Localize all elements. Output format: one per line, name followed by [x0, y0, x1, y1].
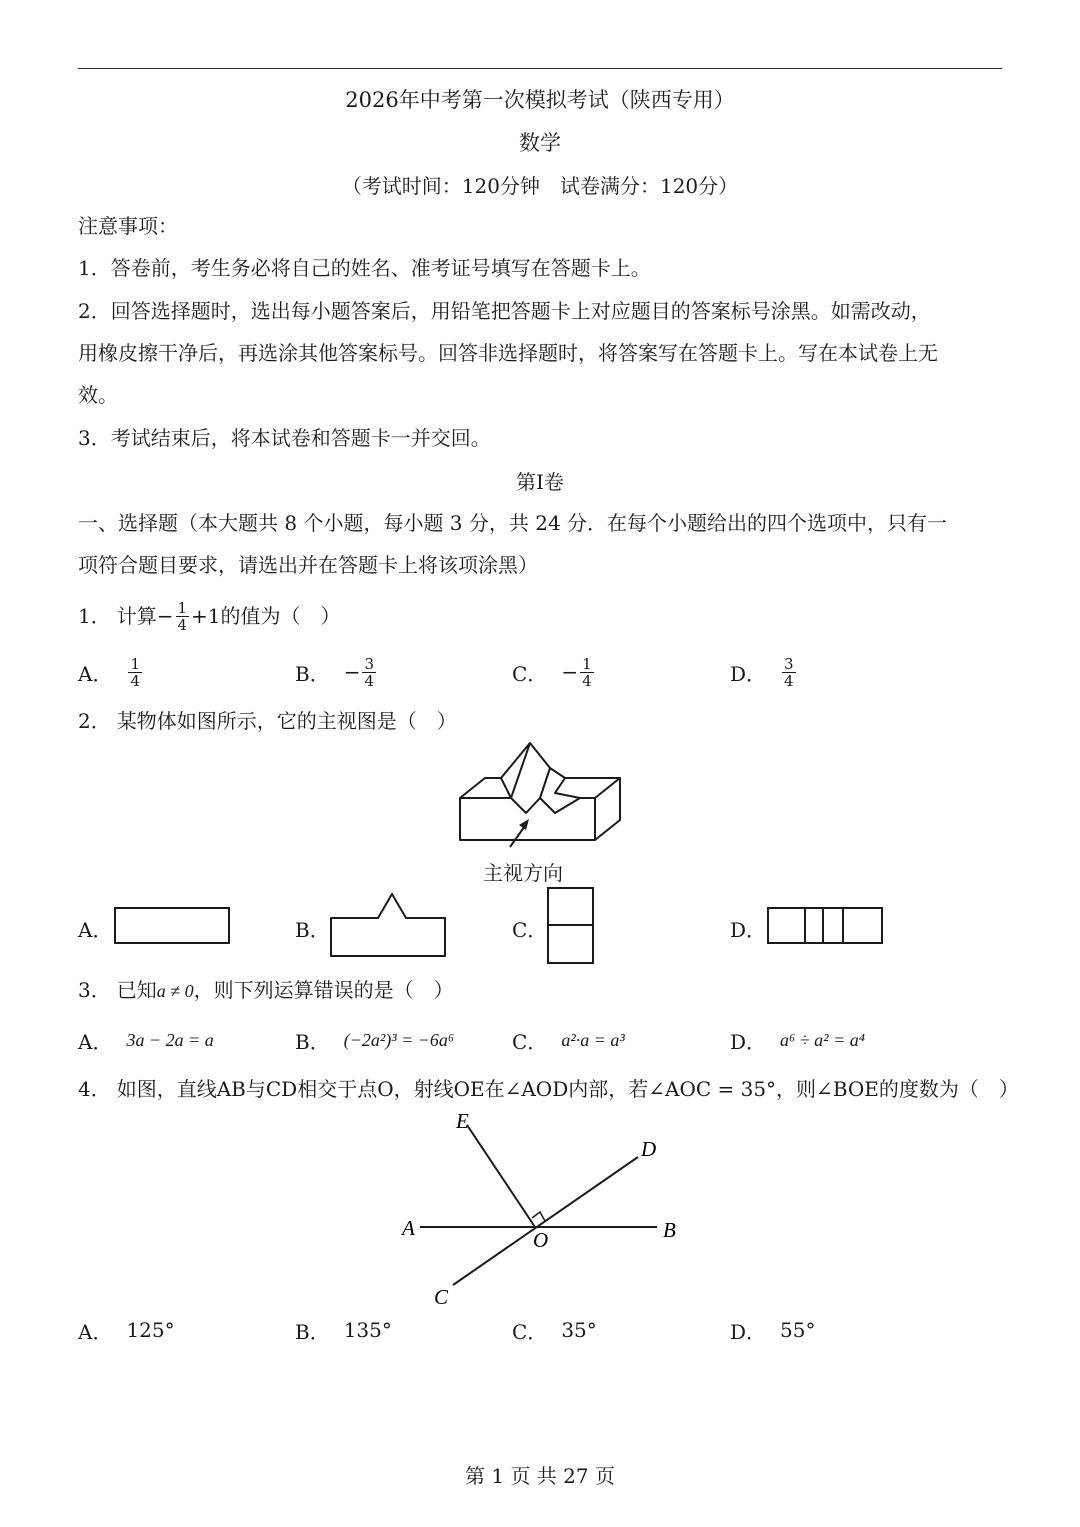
q3-option-d[interactable]	[730, 1020, 865, 1060]
label-c: C	[434, 1285, 449, 1309]
option-value: 135°	[343, 1318, 392, 1342]
ray-oe	[467, 1125, 535, 1227]
rectangle-shape	[115, 908, 229, 943]
option-label: A．	[78, 1029, 113, 1054]
question-1-suffix: +1的值为（ ）	[191, 604, 341, 628]
question-3	[78, 975, 1008, 1006]
option-value: 55°	[780, 1318, 816, 1342]
condition-expression: a ≠ 0	[156, 981, 194, 1001]
fraction	[176, 600, 190, 633]
top-rule	[78, 68, 1002, 69]
option-label: D．	[730, 661, 767, 686]
option-label: A．	[78, 917, 113, 942]
option-value: 35°	[561, 1318, 597, 1342]
fraction-denominator: 4	[177, 615, 188, 634]
option-label: A．	[78, 1319, 113, 1344]
option-fraction	[580, 656, 594, 689]
question-number: 4．	[78, 1077, 111, 1101]
minus-sign: −	[156, 604, 174, 628]
fraction-numerator: 1	[582, 654, 592, 673]
option-fraction	[362, 656, 376, 689]
question-3-prefix: 已知	[116, 978, 157, 1002]
question-1-prefix: 计算	[116, 604, 157, 628]
line-cd	[453, 1157, 638, 1285]
fraction-numerator: 3	[784, 654, 794, 673]
fraction-denominator: 4	[364, 671, 375, 690]
label-o: O	[533, 1228, 549, 1252]
section-title: 第Ⅰ卷	[516, 470, 564, 494]
option-label: C．	[512, 1029, 548, 1054]
q1-option-a[interactable]	[78, 652, 144, 692]
solid-side-face	[595, 778, 620, 840]
question-4-text: 如图，直线AB与CD相交于点O，射线OE在∠AOD内部，若∠AOC = 35°，则∠BOE的度数为（ ）	[116, 1077, 1019, 1101]
exam-subject: 数学	[519, 131, 561, 155]
fraction-denominator: 4	[582, 671, 592, 690]
option-label: B．	[295, 1319, 330, 1344]
option-fraction	[128, 656, 142, 689]
house-shape	[331, 894, 445, 956]
exam-time-info: （考试时间：120分钟 试卷满分：120分）	[341, 174, 739, 198]
q3-option-a[interactable]	[78, 1020, 214, 1060]
option-b-shape	[328, 890, 450, 962]
option-c-shape	[545, 885, 597, 967]
solid-top-left	[460, 778, 511, 798]
notice-item-2-line-3: 效。	[78, 383, 118, 407]
label-e: E	[456, 1109, 469, 1133]
option-label: C．	[512, 917, 548, 942]
q4-option-b[interactable]	[295, 1310, 392, 1350]
fraction-numerator: 1	[130, 654, 140, 673]
option-label: D．	[730, 917, 767, 942]
solid-roof	[501, 743, 565, 778]
fraction-numerator: 1	[177, 598, 188, 617]
question-number: 2．	[78, 709, 111, 733]
q4-option-d[interactable]	[730, 1310, 816, 1350]
rectangle-shape	[768, 908, 882, 943]
q1-option-b[interactable]	[295, 652, 378, 692]
question-3-suffix: ，则下列运算错误的是（ ）	[193, 978, 454, 1002]
q4-option-a[interactable]	[78, 1310, 175, 1350]
section-intro-line-2: 项符合题目要求，请选出并在答题卡上将该项涂黑）	[78, 553, 538, 577]
notice-item-2-line-2: 用橡皮擦干净后，再选涂其他答案标号。回答非选择题时，将答案写在答题卡上。写在本试卷上无	[78, 341, 938, 365]
q4-option-c[interactable]	[512, 1310, 597, 1350]
option-expression: a²·a = a³	[561, 1029, 625, 1050]
solid-front-face	[460, 798, 595, 840]
option-sign: −	[343, 660, 361, 684]
option-d-shape	[765, 905, 885, 947]
q3-option-b[interactable]	[295, 1020, 454, 1060]
fraction-numerator: 3	[364, 654, 375, 673]
option-label: A．	[78, 661, 113, 686]
solid-ridge-left	[511, 743, 530, 798]
q1-option-c[interactable]	[512, 652, 596, 692]
label-a: A	[402, 1216, 415, 1240]
option-expression: 3a − 2a = a	[126, 1029, 214, 1050]
option-label: D．	[730, 1319, 767, 1344]
question-2	[78, 706, 1008, 736]
option-label: C．	[512, 1319, 548, 1344]
label-b: B	[663, 1218, 676, 1242]
angle-figure	[395, 1105, 695, 1310]
question-number: 1．	[78, 604, 111, 628]
option-label: B．	[295, 917, 330, 942]
q3-option-c[interactable]	[512, 1020, 625, 1060]
question-number: 3．	[78, 978, 111, 1002]
page-footer: 第 1 页 共 27 页	[465, 1464, 615, 1488]
option-expression: (−2a²)³ = −6a⁶	[343, 1029, 455, 1050]
fraction-denominator: 4	[130, 671, 140, 690]
right-angle-mark	[532, 1212, 545, 1221]
option-label: B．	[295, 661, 330, 686]
notice-item-1: 1．答卷前，考生务必将自己的姓名、准考证号填写在答题卡上。	[78, 256, 651, 280]
option-label: C．	[512, 661, 548, 686]
fraction-denominator: 4	[784, 671, 794, 690]
option-sign: −	[561, 660, 579, 684]
notice-item-2-line-1: 2．回答选择题时，选出每小题答案后，用铅笔把答题卡上对应题目的答案标号涂黑。如需改动，	[78, 299, 931, 323]
option-value: 125°	[126, 1318, 175, 1342]
option-expression: a⁶ ÷ a² = a⁴	[780, 1029, 865, 1050]
exam-title: 2026年中考第一次模拟考试（陕西专用）	[345, 88, 735, 112]
option-fraction	[782, 656, 796, 689]
arrow-head	[519, 819, 529, 830]
question-4	[78, 1074, 1019, 1104]
notice-item-3: 3．考试结束后，将本试卷和答题卡一并交回。	[78, 426, 491, 450]
option-label: B．	[295, 1029, 330, 1054]
figure-caption: 主视方向	[483, 861, 563, 885]
option-a-shape	[112, 905, 232, 947]
q1-option-d[interactable]	[730, 652, 798, 692]
option-label: D．	[730, 1029, 767, 1054]
section-intro-line-1: 一、选择题（本大题共 8 个小题，每小题 3 分，共 24 分．在每个小题给出的四个选项中，只有一	[78, 511, 948, 535]
question-2-text: 某物体如图所示，它的主视图是（ ）	[116, 709, 457, 733]
solid-top-right	[555, 778, 620, 798]
solid-ridge-right	[540, 768, 550, 798]
question-1	[78, 598, 1008, 634]
label-d: D	[641, 1137, 657, 1161]
notice-heading: 注意事项：	[78, 214, 178, 238]
